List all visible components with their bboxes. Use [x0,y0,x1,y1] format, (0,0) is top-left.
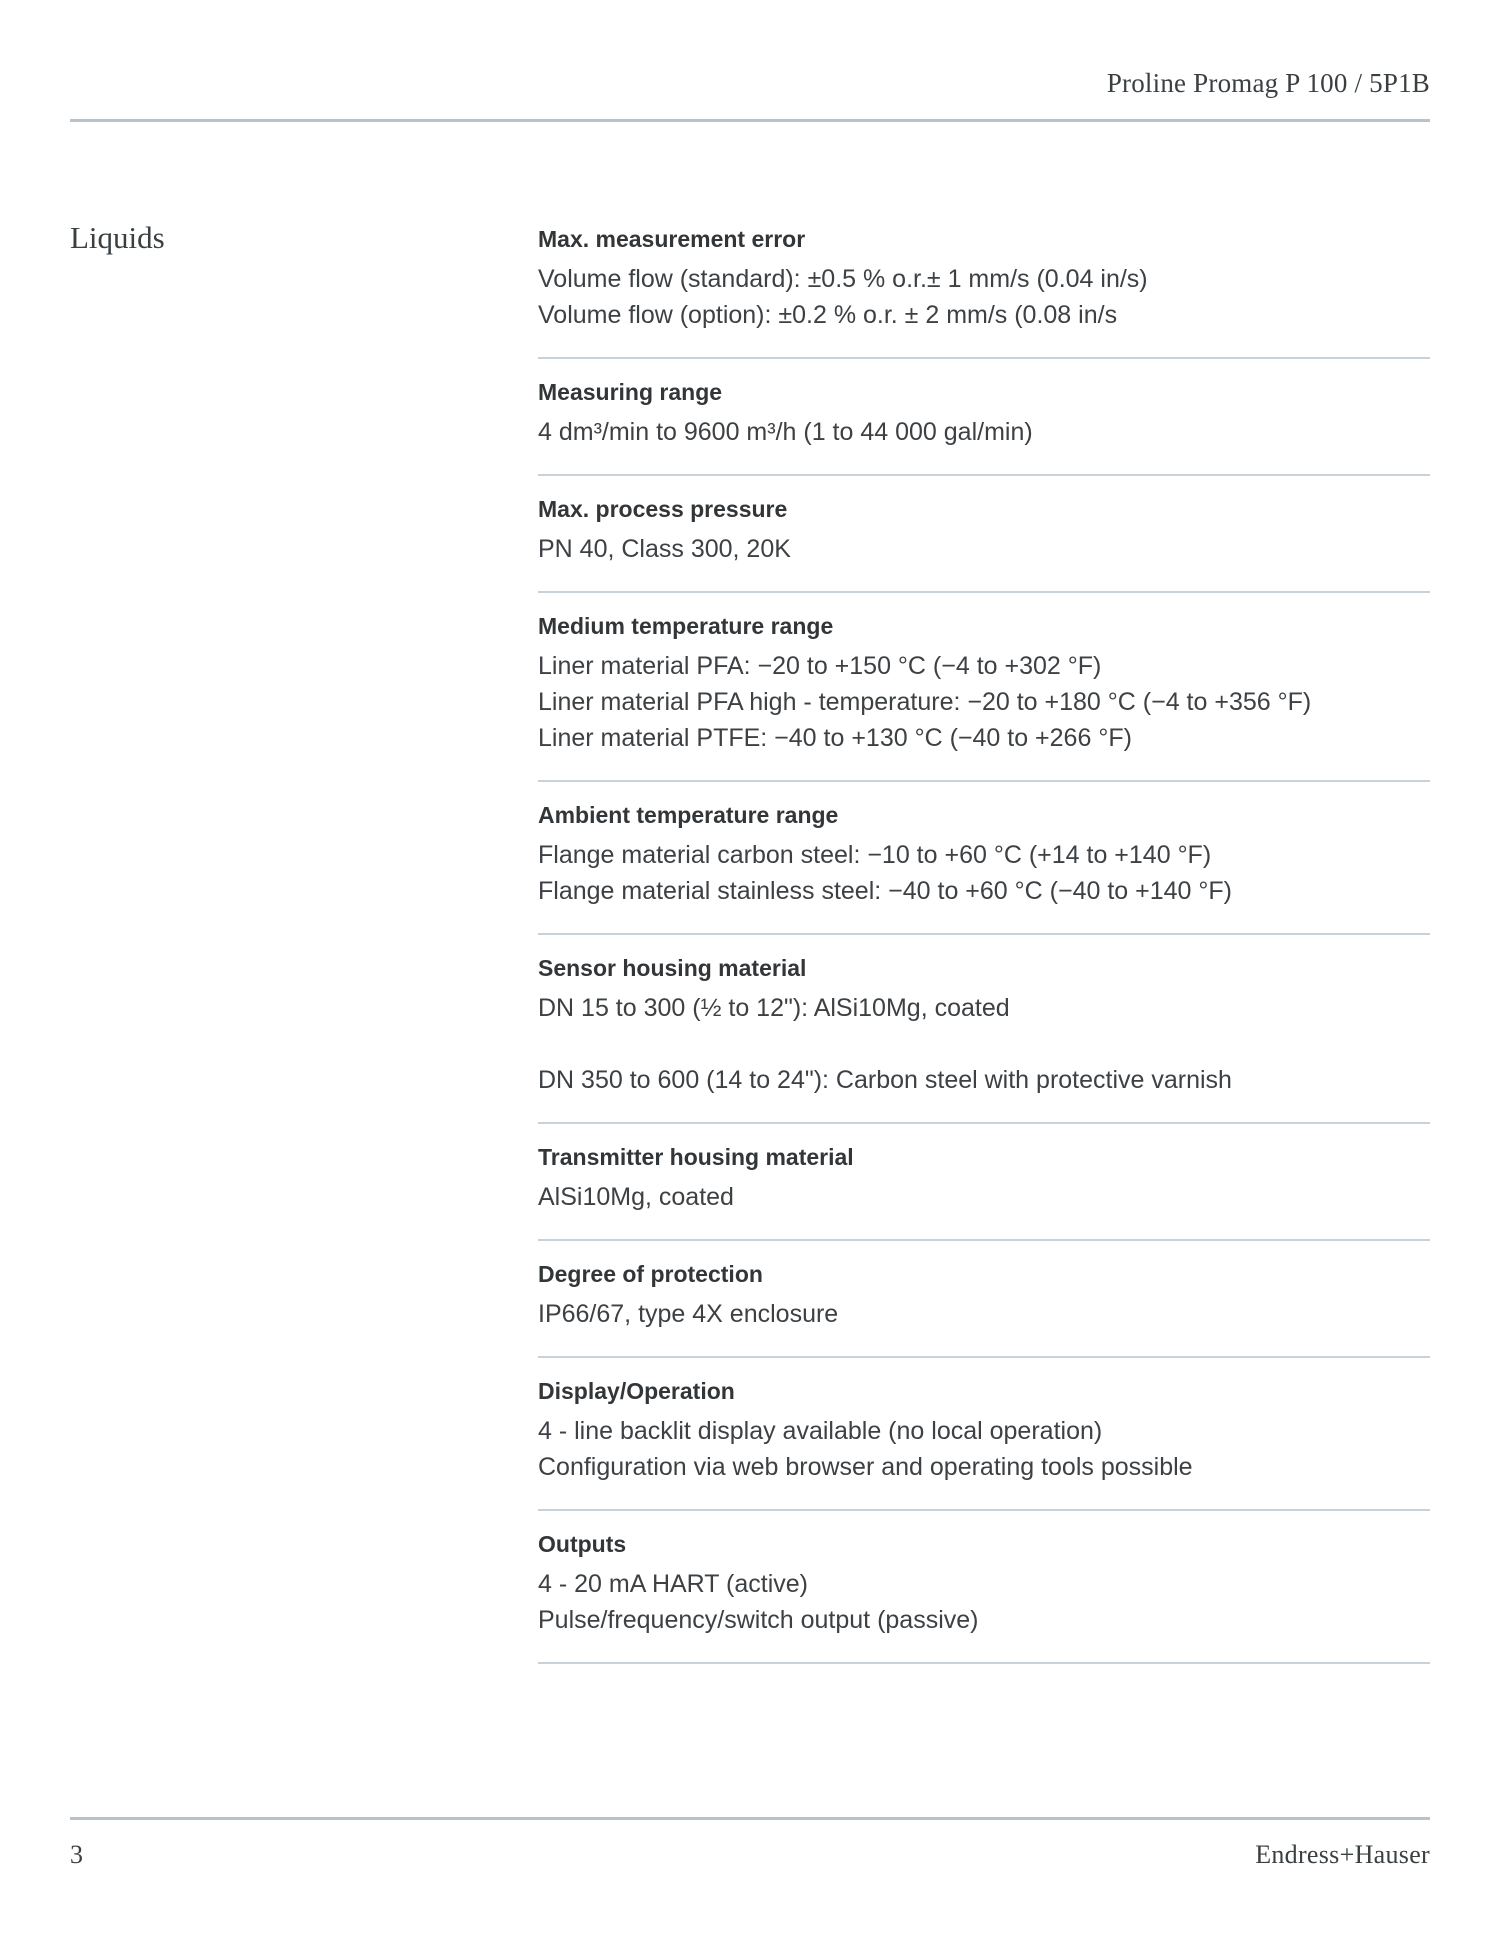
section-text-line: AlSi10Mg, coated [538,1183,734,1211]
section-heading: Degree of protection [538,1261,763,1287]
section-lines [538,531,1430,567]
section-text-line: 4 - line backlit display available (no local operation) [538,1417,1103,1445]
section-text-line [538,1026,1430,1062]
section-text-line: Volume flow (standard): ±0.5 % o.r.± 1 mm/s (0.04 in/s) [538,265,1148,293]
page-header-title: Proline Promag P 100 / 5P1B [1106,68,1430,98]
section-lines [538,1566,1430,1638]
section-text-line: 4 - 20 mA HART (active) [538,1570,808,1598]
section-text-line: Volume flow (option): ±0.2 % o.r. ± 2 mm/s (0.08 in/s [538,301,1118,329]
header-rule [70,119,1430,122]
spec-section [538,228,1430,359]
section-lines [538,1179,1430,1215]
spec-section [538,935,1430,1124]
spec-section [538,1358,1430,1511]
section-text-line: Flange material carbon steel: −10 to +60 °C (+14 to +140 °F) [538,841,1212,869]
section-heading: Measuring range [538,379,723,405]
section-heading: Max. measurement error [538,226,806,252]
spec-section [538,1241,1430,1358]
section-heading: Sensor housing material [538,955,807,981]
spec-section [538,359,1430,476]
section-text-line: Configuration via web browser and operating tools possible [538,1453,1193,1481]
spec-sections [538,228,1430,1664]
section-text-line: DN 350 to 600 (14 to 24"): Carbon steel with protective varnish [538,1066,1232,1094]
spec-section [538,1511,1430,1664]
section-heading: Display/Operation [538,1378,735,1404]
section-lines [538,1413,1430,1485]
spec-section [538,782,1430,935]
section-heading: Transmitter housing material [538,1144,854,1170]
section-text-line: IP66/67, type 4X enclosure [538,1300,839,1328]
section-heading: Max. process pressure [538,496,788,522]
section-lines [538,837,1430,909]
section-text-line: PN 40, Class 300, 20K [538,535,791,563]
section-lines [538,414,1430,450]
section-lines [538,990,1430,1098]
section-text-line: 4 dm³/min to 9600 m³/h (1 to 44 000 gal/min) [538,418,1033,446]
section-text-line: Flange material stainless steel: −40 to +60 °C (−40 to +140 °F) [538,877,1232,905]
footer-rule [70,1817,1430,1820]
spec-section [538,476,1430,593]
footer-page-number: 3 [70,1840,83,1869]
section-text-line: Liner material PFA high - temperature: −20 to +180 °C (−4 to +356 °F) [538,688,1312,716]
section-text-line: Liner material PTFE: −40 to +130 °C (−40 to +266 °F) [538,724,1132,752]
section-heading: Ambient temperature range [538,802,839,828]
spec-section [538,593,1430,782]
section-text-line: Pulse/frequency/switch output (passive) [538,1606,979,1634]
footer-company-logo: Endress+Hauser [1255,1840,1430,1869]
spec-section [538,1124,1430,1241]
section-heading: Medium temperature range [538,613,834,639]
section-text-line: DN 15 to 300 (½ to 12"): AlSi10Mg, coated [538,994,1010,1022]
group-heading: Liquids [70,220,165,255]
section-lines [538,261,1430,333]
section-lines [538,1296,1430,1332]
section-heading: Outputs [538,1531,627,1557]
section-text-line: Liner material PFA: −20 to +150 °C (−4 to +302 °F) [538,652,1102,680]
section-lines [538,648,1430,756]
